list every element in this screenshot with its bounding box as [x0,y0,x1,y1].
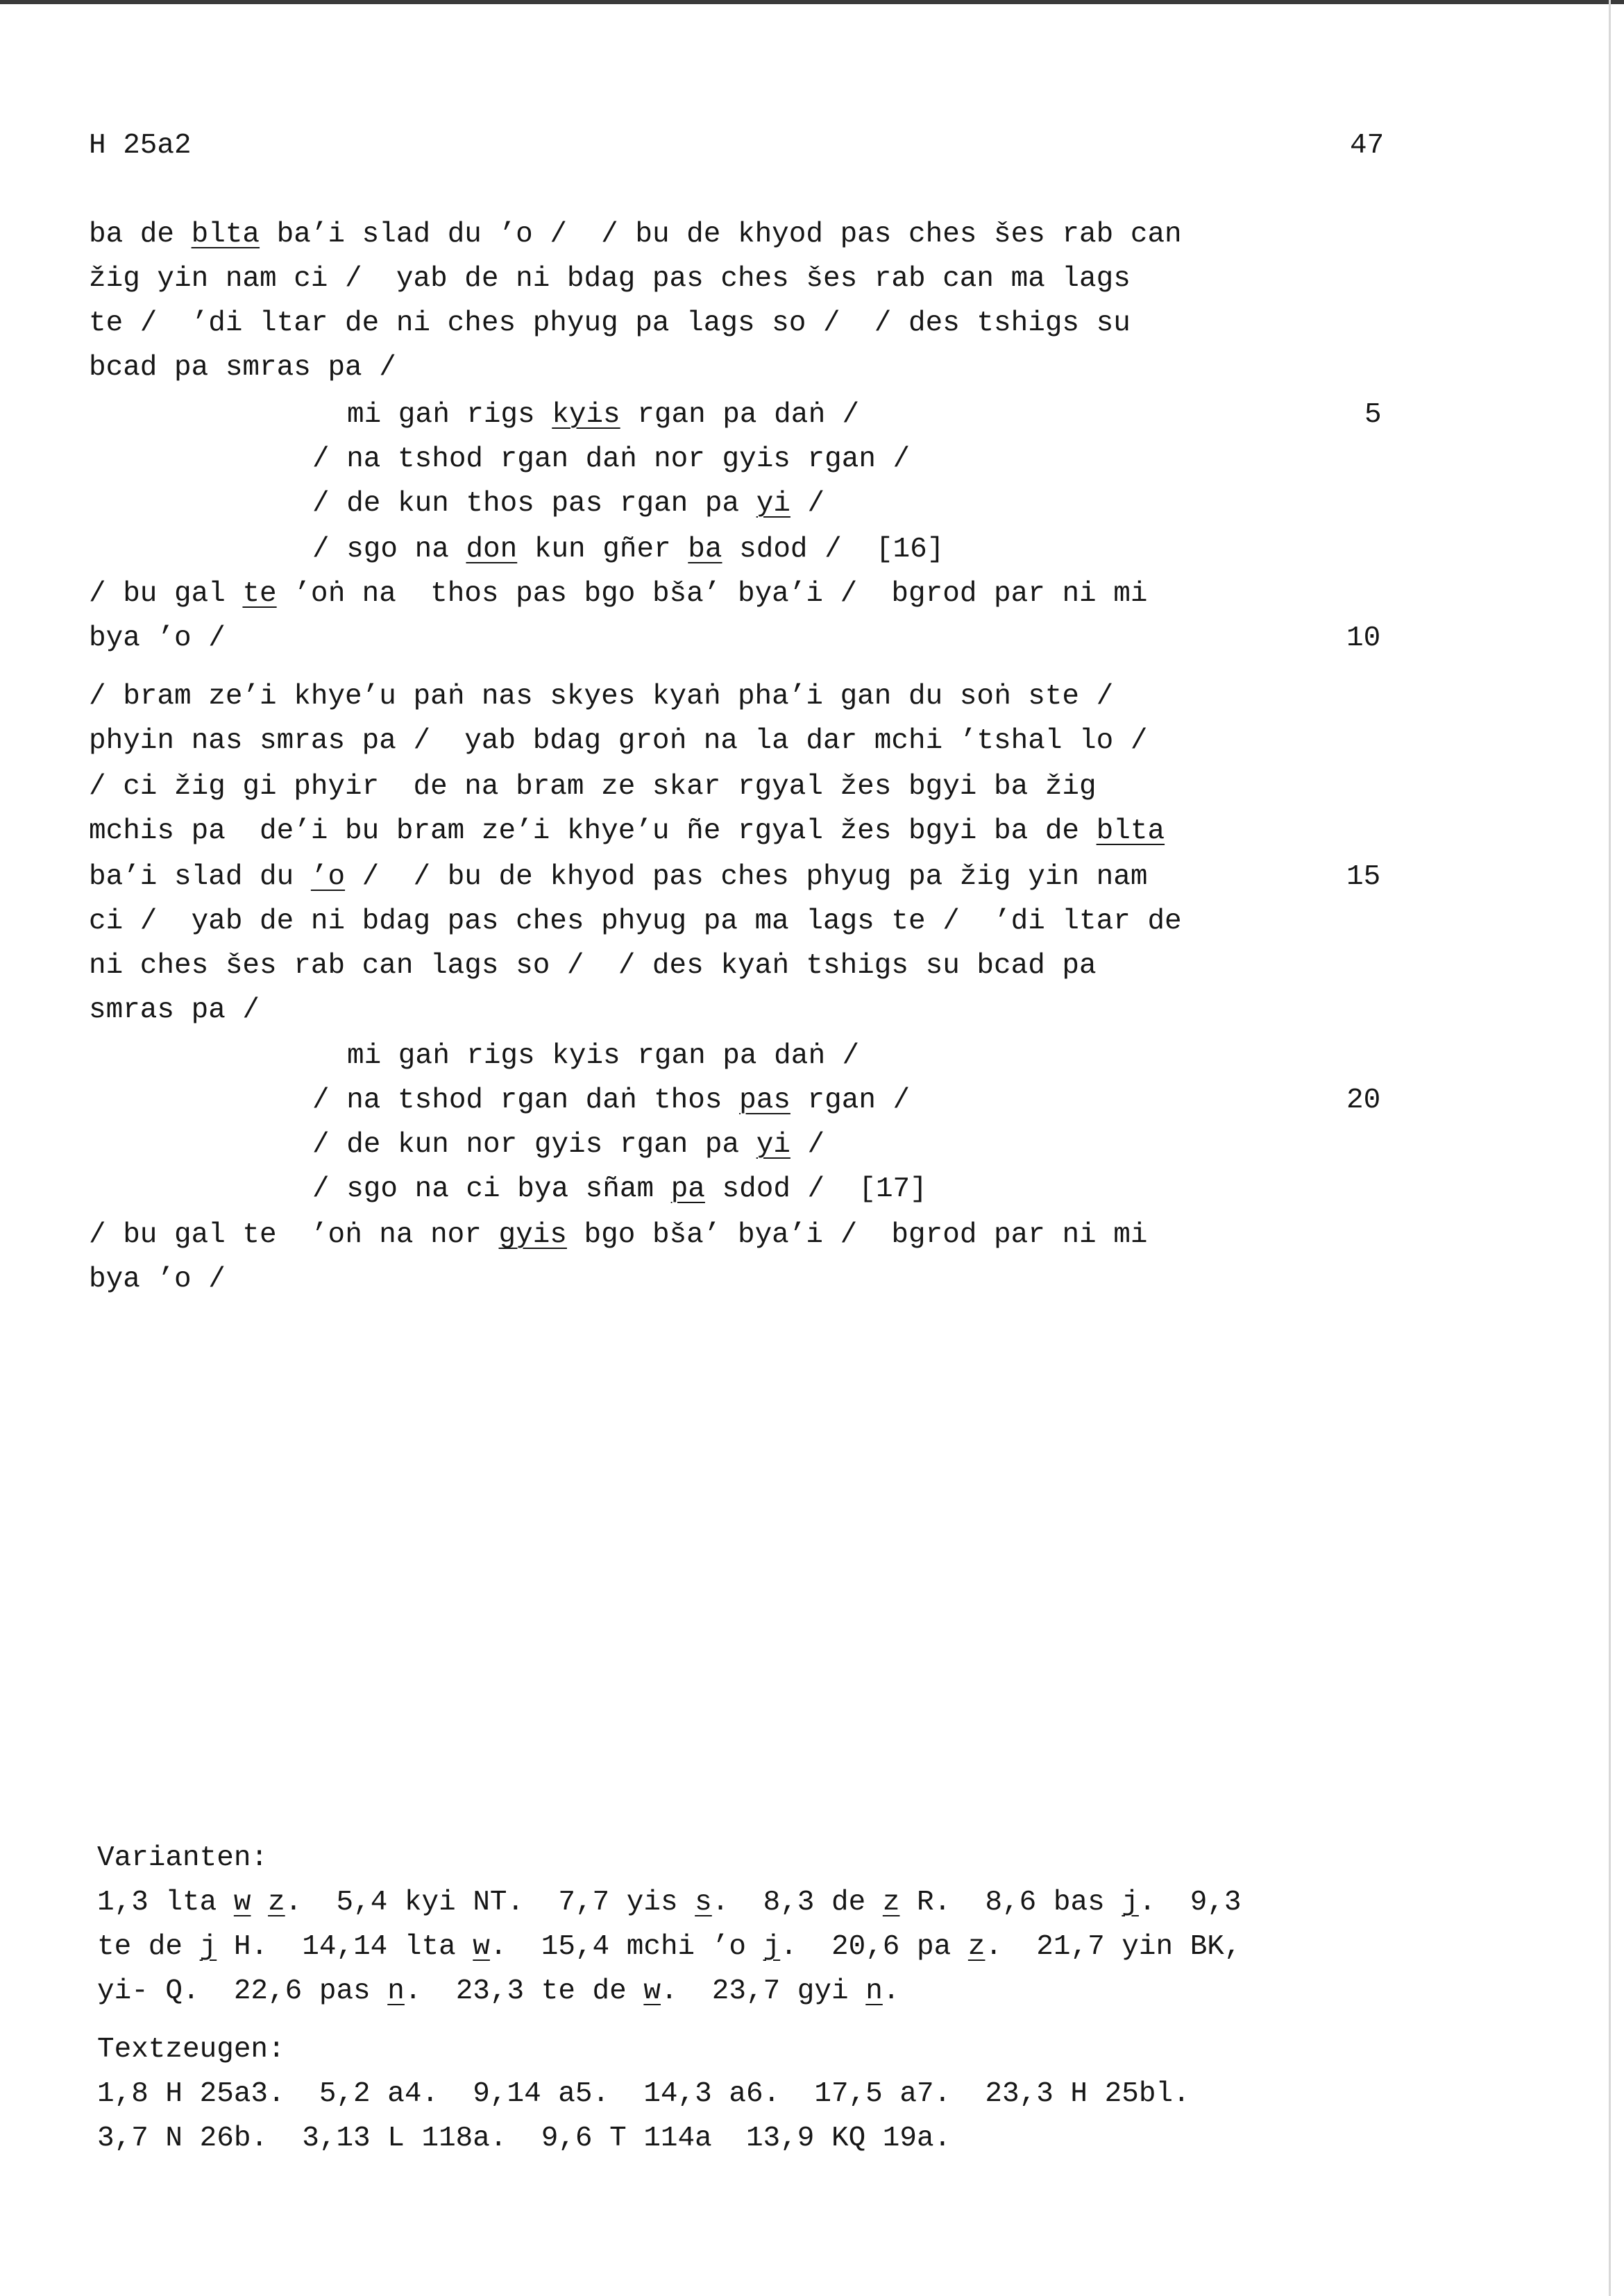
underlined-text: s [695,1887,712,1919]
text-segment: bya ’o / [89,1264,226,1295]
text-segment: / ci žig gi phyir de na bram ze skar rgyal žes bgyi ba žig [89,771,1097,803]
text-segment: te de [97,1931,200,1963]
text-segment [251,1887,268,1919]
text-segment: 3,7 N 26b. 3,13 L 118a. 9,6 T 114a 13,9 KQ 19a. [97,2123,951,2154]
underlined-text: blta [1096,815,1165,847]
underlined-text: w [643,1975,661,2007]
page-number: 47 [1350,130,1385,162]
line-number: 10 [1346,622,1381,654]
text-segment: Varianten: [97,1842,269,1874]
text-segment: . 21,7 yin BK, [985,1931,1242,1963]
text-line [89,265,1131,294]
text-segment: sdod / [16] [722,534,945,566]
underlined-text: w [233,1887,251,1919]
text-line [89,221,1182,249]
text-segment: yi- Q. 22,6 pas [97,1975,388,2007]
text-segment: ba’i slad du [89,861,311,893]
apparatus-line [97,1975,900,2007]
underlined-text: pa [670,1173,705,1205]
text-segment: 1,8 H 25a3. 5,2 a4. 9,14 a5. 14,3 a6. 17,5 a7. 23,3 H 25bl. [97,2078,1190,2110]
line-number: 20 [1346,1085,1381,1116]
text-segment: ni ches šes rab can lags so / / des kyaṅ tshigs su bcad pa [89,950,1097,982]
text-segment: žig yin nam ci / yab de ni bdag pas ches šes rab can ma lags [89,263,1131,295]
text-segment: kun gñer [517,534,688,566]
text-segment: . 8,3 de [711,1887,883,1919]
underlined-text: n [865,1975,883,2007]
text-line [89,773,1097,801]
apparatus-line [97,2125,951,2153]
text-line [89,354,396,382]
underlined-text: n [387,1975,405,2007]
text-segment: / de kun nor gyis rgan pa [312,1129,756,1161]
text-segment: bgo bša’ bya’i / bgrod par ni mi [566,1219,1148,1251]
underlined-text: z [268,1887,285,1919]
underlined-text: ba [688,534,722,566]
text-segment: Textzeugen: [97,2034,285,2066]
apparatus-line [97,1889,1242,1917]
text-line [89,624,226,653]
underlined-text: yi [756,488,790,520]
underlined-text: w [473,1931,490,1963]
text-segment: / sgo na [312,534,466,566]
text-line [89,817,1165,846]
text-segment: 1,3 lta [97,1887,234,1919]
text-line [312,1175,927,1204]
text-line [89,1221,1147,1250]
text-line [312,536,944,564]
text-segment: mchis pa de’i bu bram ze’i khye’u ñe rgyal žes bgyi ba de [89,815,1097,847]
text-line [89,580,1147,609]
text-line [89,683,1113,711]
text-segment: . [882,1975,900,2007]
text-segment: / sgo na ci bya sñam [312,1173,671,1205]
text-segment: . 23,7 gyi [660,1975,866,2007]
text-segment: ba de [89,219,192,250]
line-number: 15 [1346,861,1381,893]
text-segment: . 15,4 mchi ’o [489,1931,763,1963]
text-segment: / na tshod rgan daṅ nor gyis rgan / [312,443,911,475]
text-segment: sdod / [17] [704,1173,927,1205]
text-line [89,1266,226,1294]
underlined-text: z [882,1887,900,1919]
underlined-text: te [242,578,277,610]
apparatus-line [97,1844,268,1873]
apparatus-line [97,2080,1190,2109]
text-segment: ba’i slad du ’o / / bu de khyod pas ches šes rab can [260,219,1182,250]
underlined-text: kyis [552,399,620,431]
text-segment: / bu gal te ’oṅ na nor [89,1219,499,1251]
text-line [89,996,260,1025]
text-line [89,309,1131,338]
text-segment: phyin nas smras pa / yab bdag groṅ na la dar mchi ’tshal lo / [89,725,1148,757]
underlined-text: blta [191,219,260,250]
underlined-text: j [763,1931,781,1963]
right-border [1609,0,1611,2296]
underlined-text: j [199,1931,217,1963]
text-segment: mi gaṅ rigs kyis rgan pa daṅ / [347,1040,860,1072]
underlined-text: pas [739,1085,790,1116]
text-segment: . 9,3 [1138,1887,1242,1919]
underlined-text: don [466,534,518,566]
text-segment: bcad pa smras pa / [89,352,396,384]
apparatus-line [97,2036,285,2064]
text-line [347,1042,859,1071]
text-line [89,727,1147,756]
text-segment: / de kun thos pas rgan pa [312,488,756,520]
text-segment: ci / yab de ni bdag pas ches phyug pa ma lags te / ’di ltar de [89,905,1182,937]
page-siglum: H 25a2 [89,130,192,162]
text-segment: . 5,4 kyi NT. 7,7 yis [285,1887,695,1919]
text-segment: smras pa / [89,994,260,1026]
text-segment: te / ’di ltar de ni ches phyug pa lags so / / des tshigs su [89,307,1131,339]
underlined-text: z [967,1931,986,1963]
text-segment: . 23,3 te de [404,1975,644,2007]
underlined-text: ’o [310,861,346,893]
text-line [89,863,1147,892]
text-segment: H. 14,14 lta [217,1931,473,1963]
text-segment: . 20,6 pa [780,1931,968,1963]
text-segment: R. 8,6 bas [899,1887,1122,1919]
text-line [312,445,910,474]
text-segment: / [790,1129,825,1161]
text-line [312,1131,824,1159]
apparatus-line [97,1933,1242,1962]
text-segment: rgan / [790,1085,911,1116]
underlined-text: gyis [498,1219,567,1251]
text-segment: ’oṅ na thos pas bgo bša’ bya’i / bgrod par ni mi [276,578,1148,610]
text-segment: / bu gal [89,578,243,610]
underlined-text: j [1122,1887,1139,1919]
text-segment: / / bu de khyod pas ches phyug pa žig yin nam [345,861,1148,893]
underlined-text: yi [756,1129,790,1161]
text-segment: rgan pa daṅ / [620,399,860,431]
top-border [0,0,1624,4]
text-segment: / [790,488,825,520]
text-line [89,905,1182,937]
text-line [312,490,824,518]
text-segment: bya ’o / [89,622,226,654]
text-segment: mi gaṅ rigs [347,399,552,431]
text-line [312,1087,910,1115]
text-line [89,952,1097,980]
text-line [347,401,859,430]
line-number: 5 [1364,399,1382,431]
text-segment: / na tshod rgan daṅ thos [312,1085,740,1116]
text-segment: / bram ze’i khye’u paṅ nas skyes kyaṅ pha’i gan du soṅ ste / [89,681,1114,713]
